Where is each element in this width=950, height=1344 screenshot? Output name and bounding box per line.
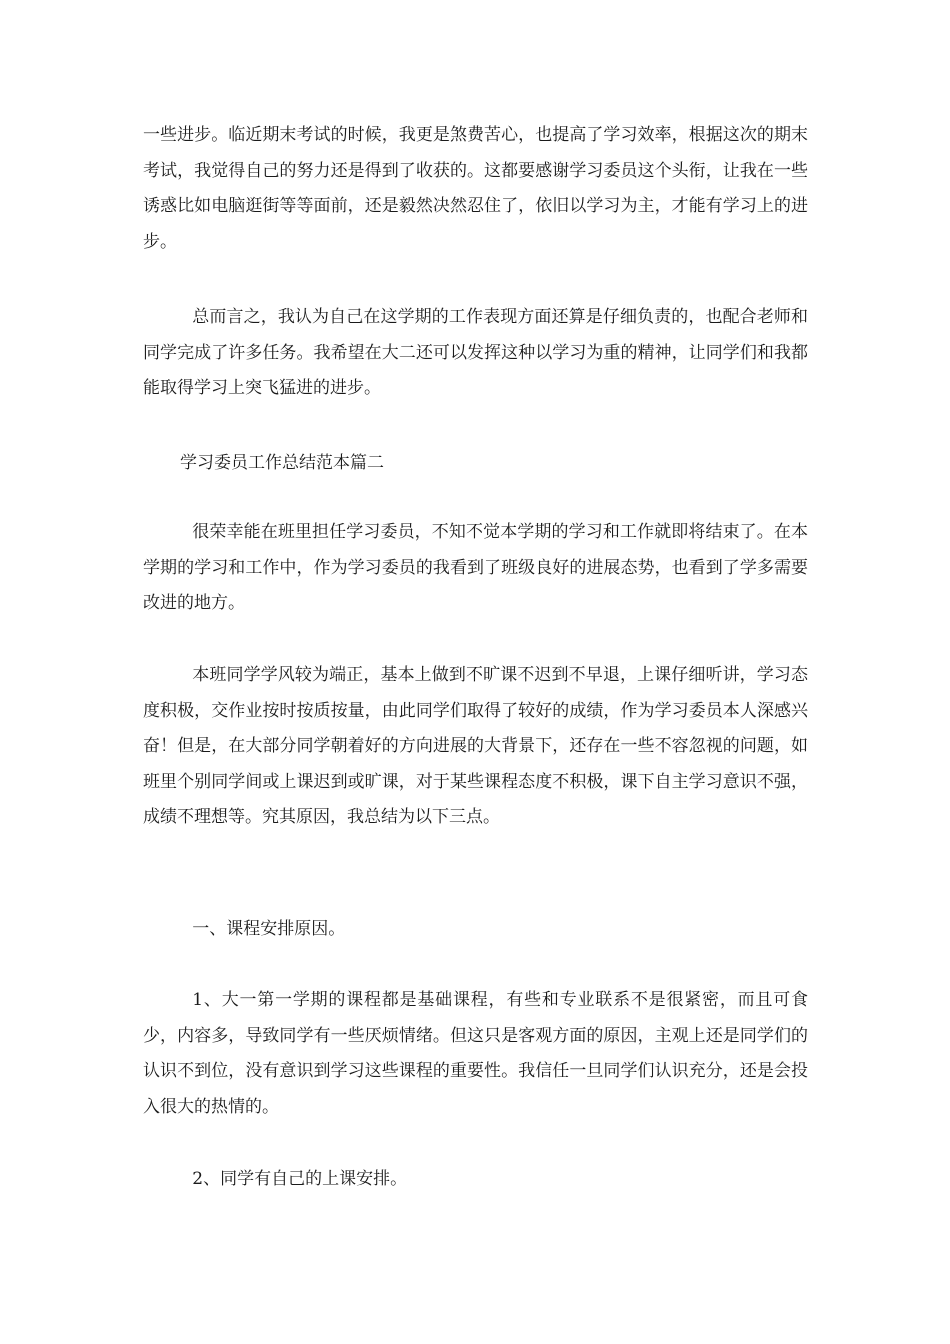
- paragraph-intro: 很荣幸能在班里担任学习委员，不知不觉本学期的学习和工作就即将结束了。在本学期的学习和工作中，作为学习委员的我看到了班级良好的进展态势，也看到了学多需要改进的地方。: [143, 522, 808, 613]
- paragraph-progress: 一些进步。临近期末考试的时候，我更是煞费苦心，也提高了学习效率，根据这次的期末考试，我觉得自己的努力还是得到了收获的。这都要感谢学习委员这个头衔，让我在一些诱惑比如电脑逛街等等面前，还是毅然决然忍住了，依旧以学习为主，才能有学习上的进步。: [143, 125, 808, 252]
- paragraph-reason-two: 2、同学有自己的上课安排。: [192, 1169, 408, 1189]
- paragraph-reason-one-title: 一、课程安排原因。: [192, 919, 346, 939]
- section-heading: 学习委员工作总结范本篇二: [180, 453, 384, 473]
- paragraph-class-status: 本班同学学风较为端正，基本上做到不旷课不迟到不早退，上课仔细听讲，学习态度积极，交作业按时按质按量，由此同学们取得了较好的成绩，作为学习委员本人深感兴奋！但是，在大部分同学朝着好的方向进展的大背景下，还存在一些不容忽视的问题，如班里个别同学间或上课迟到或旷课，对于某些课程态度不积极，课下自主学习意识不强，成绩不理想等。究其原因，我总结为以下三点。: [143, 665, 808, 827]
- paragraph-summary: 总而言之，我认为自己在这学期的工作表现方面还算是仔细负责的，也配合老师和同学完成了许多任务。我希望在大二还可以发挥这种以学习为重的精神，让同学们和我都能取得学习上突飞猛进的进步。: [143, 307, 808, 398]
- paragraph-reason-one-detail: 1、大一第一学期的课程都是基础课程，有些和专业联系不是很紧密，而且可食少，内容多，导致同学有一些厌烦情绪。但这只是客观方面的原因，主观上还是同学们的认识不到位，没有意识到学习这些课程的重要性。我信任一旦同学们认识充分，还是会投入很大的热情的。: [143, 990, 808, 1117]
